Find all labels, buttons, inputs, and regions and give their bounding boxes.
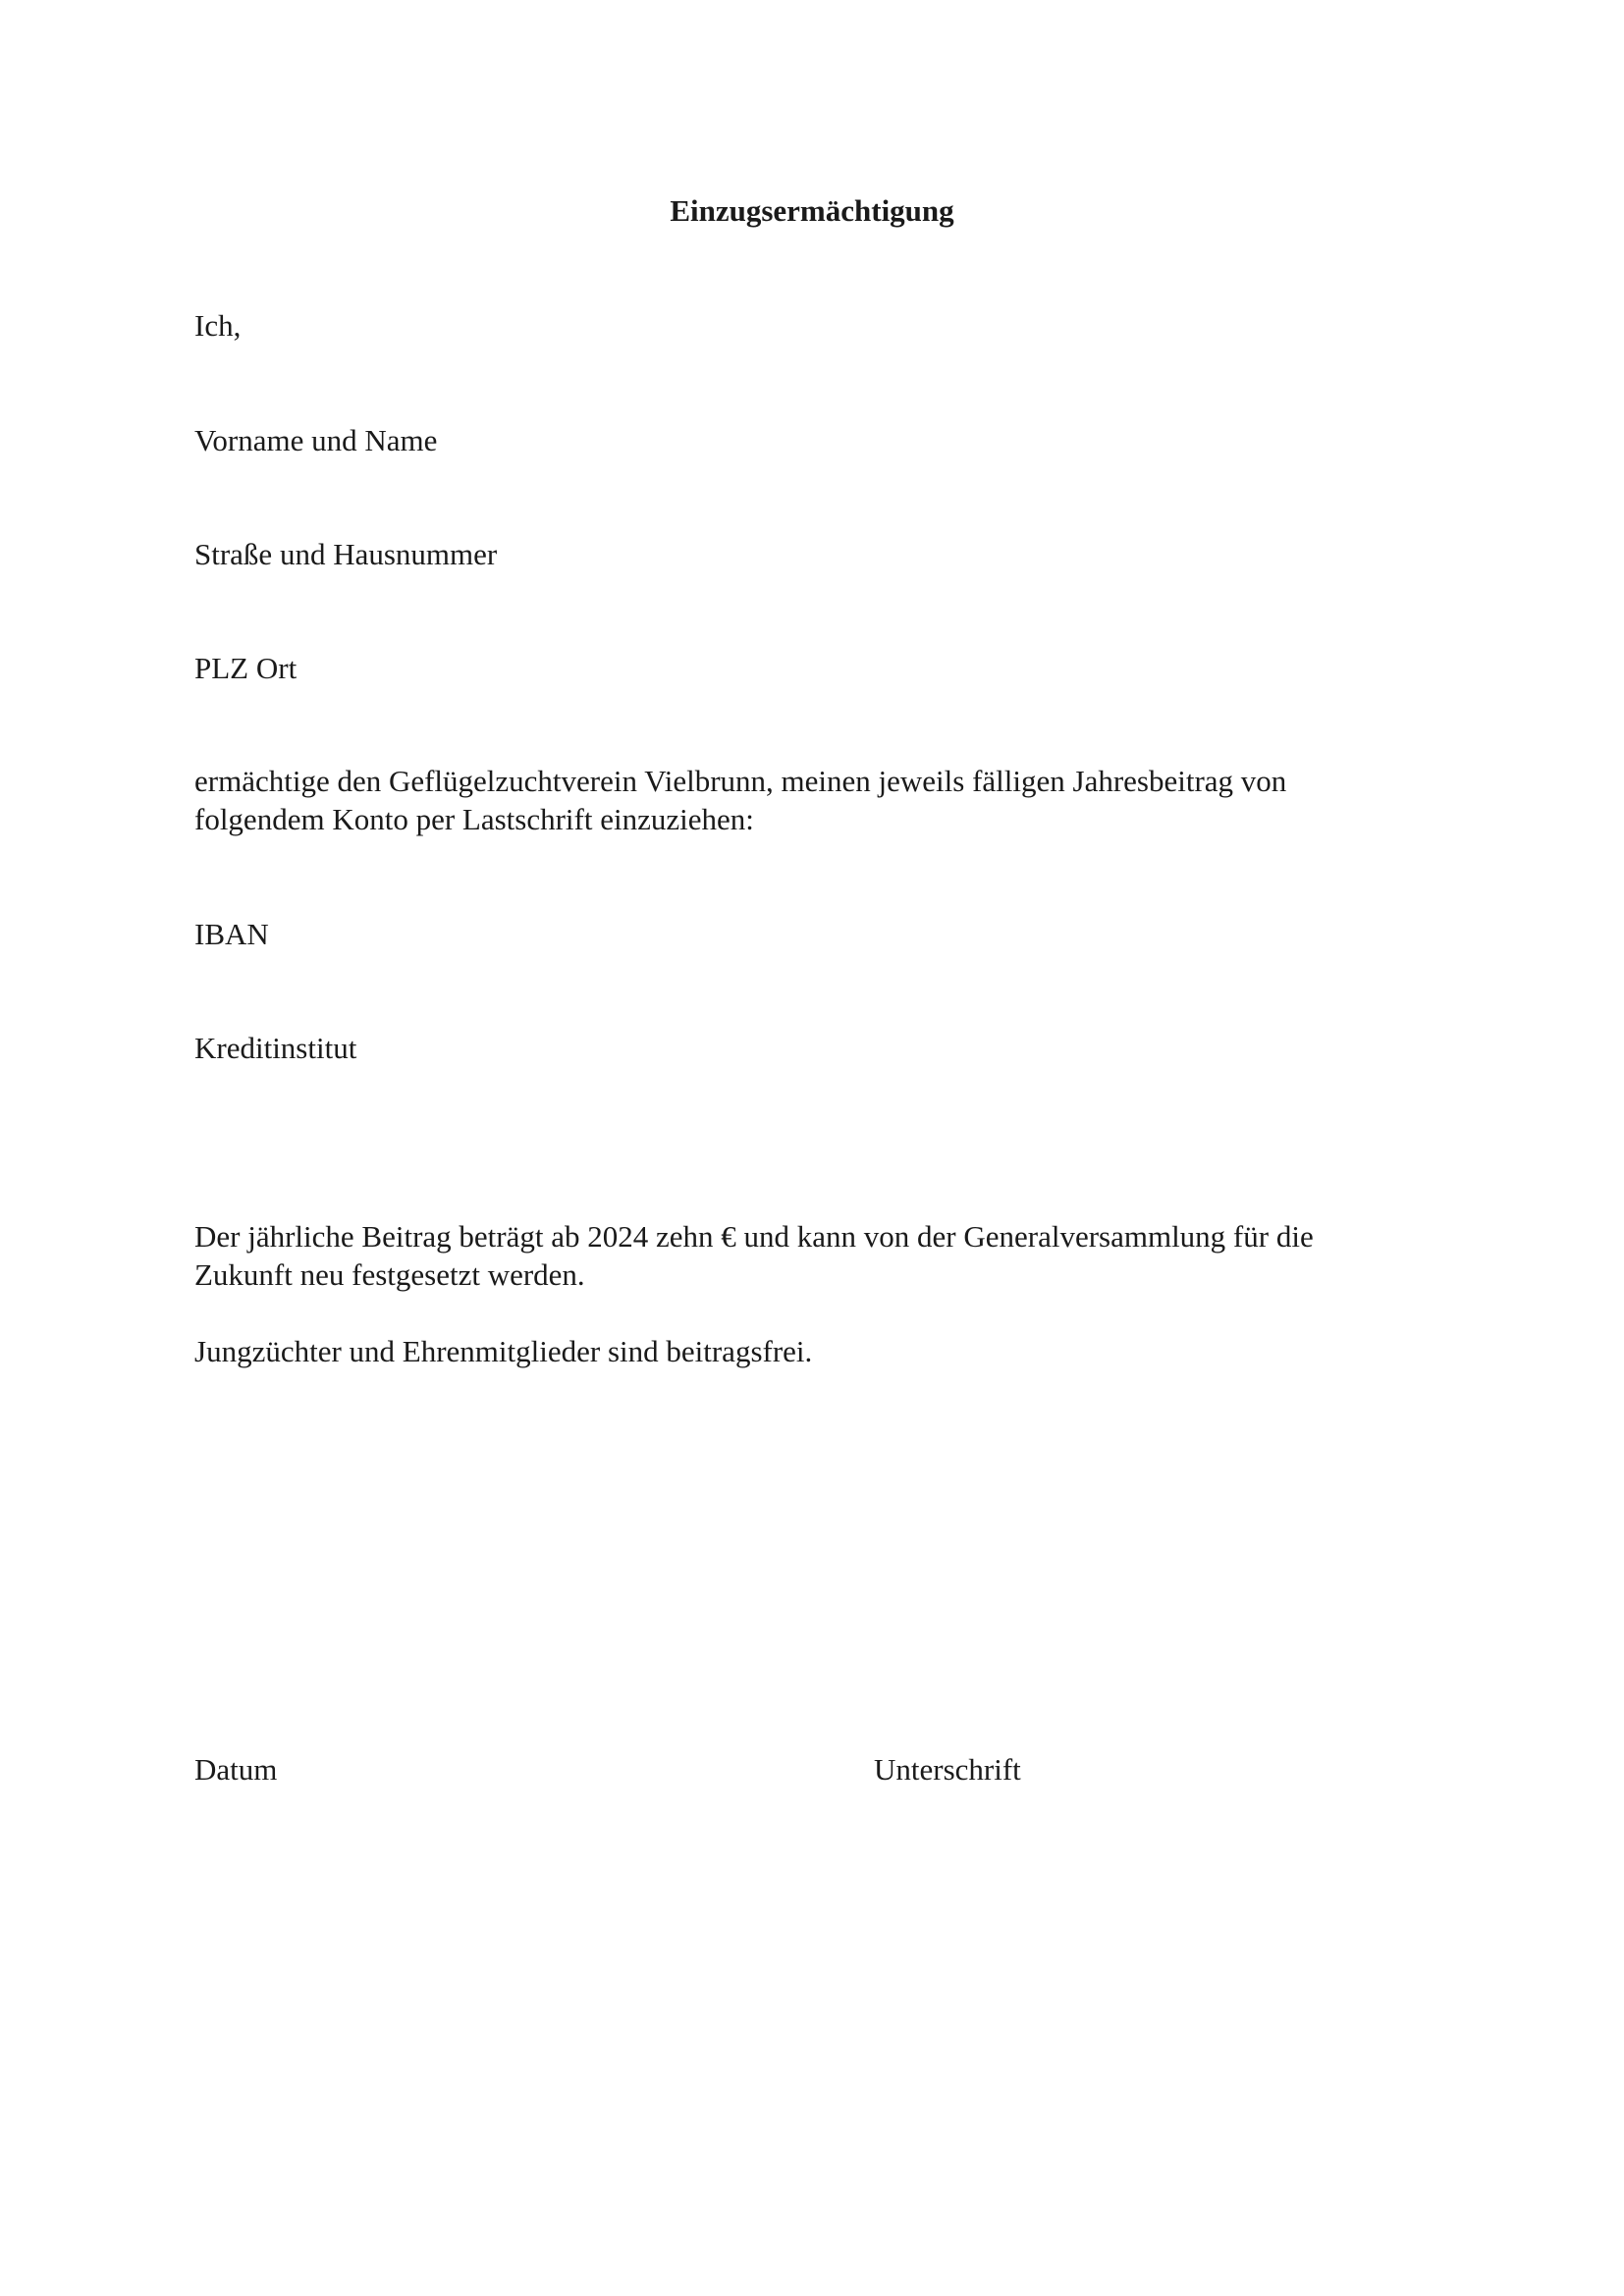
greeting: Ich, <box>194 308 242 343</box>
fee-text-line-2: Zukunft neu festgesetzt werden. <box>194 1257 585 1292</box>
authorization-text-line-2: folgendem Konto per Lastschrift einzuziehen: <box>194 802 754 836</box>
signature-label: Unterschrift <box>874 1752 1021 1787</box>
fee-text-line-1: Der jährliche Beitrag beträgt ab 2024 zehn € und kann von der Generalversammlung für die <box>194 1219 1314 1254</box>
document-title: Einzugsermächtigung <box>670 193 954 228</box>
authorization-text-line-1: ermächtige den Geflügelzuchtverein Vielbrunn, meinen jeweils fälligen Jahresbeitrag von <box>194 764 1287 798</box>
street-field-label: Straße und Hausnummer <box>194 537 498 571</box>
name-field-label: Vorname und Name <box>194 423 438 457</box>
exemption-text: Jungzüchter und Ehrenmitglieder sind beitragsfrei. <box>194 1334 813 1368</box>
iban-field-label: IBAN <box>194 917 269 951</box>
bank-institute-field-label: Kreditinstitut <box>194 1031 357 1065</box>
date-label: Datum <box>194 1752 278 1787</box>
city-field-label: PLZ Ort <box>194 651 298 685</box>
